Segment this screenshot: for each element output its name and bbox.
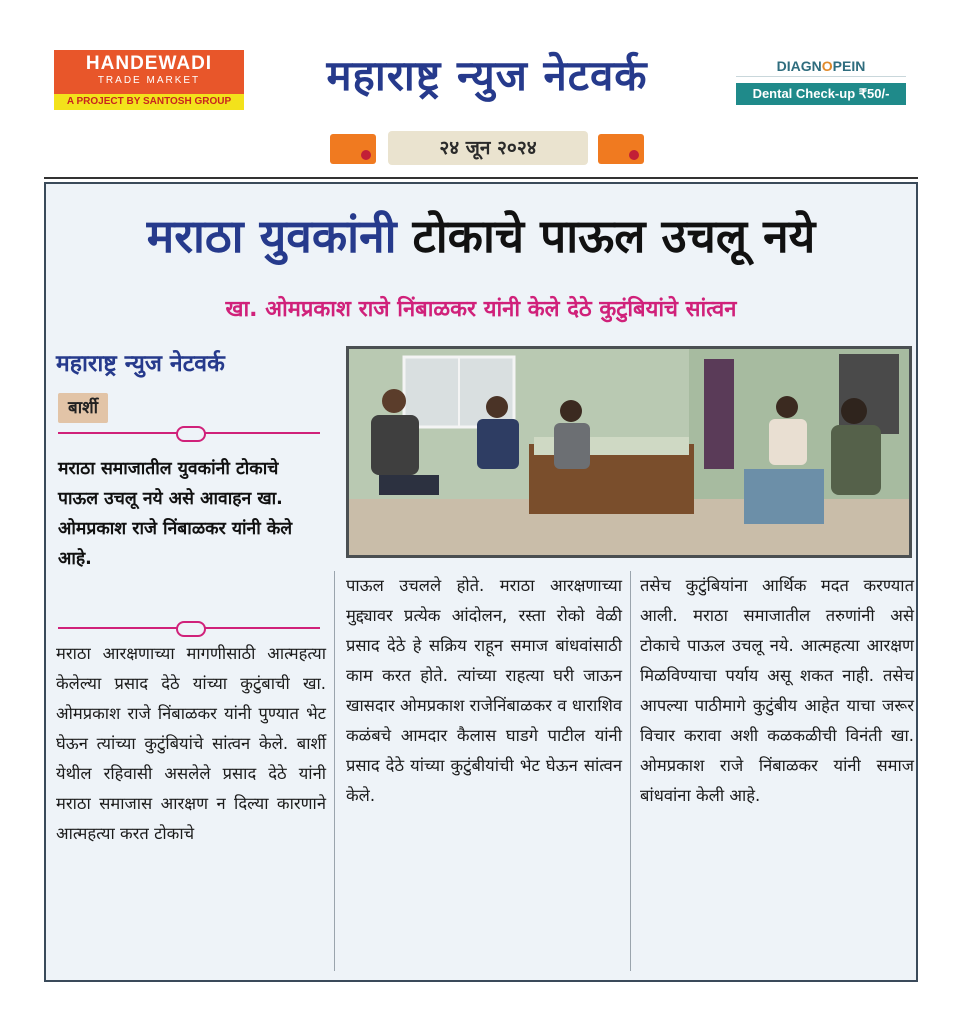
dateline: बार्शी: [58, 393, 108, 423]
column-divider: [630, 571, 631, 971]
mic-logo-icon: [330, 134, 376, 164]
mic-logo-icon: [598, 134, 644, 164]
ad-tagline: A PROJECT BY SANTOSH GROUP: [54, 94, 244, 110]
body-column-2: पाऊल उचलले होते. मराठा आरक्षणाच्या मुद्द्यावर प्रत्येक आंदोलन, रस्ता रोको वेळी प्रसाद देठे हे सक्रिय राहून समाज बांधवांसाठी काम करत होते. त्यांच्या राहत्या घरी जाऊन खासदार ओमप्रकाश राजेनिंबाळकर व धाराशिव कळंबचे आमदार कैलास घाडगे पाटील यांनी प्रसाद देठे यांच्या कुटुंबीयांची भेट घेऊन सांत्वन केले.: [346, 576, 622, 805]
photo-illustration: [349, 349, 909, 555]
handewadi-ad: [54, 50, 244, 112]
subheadline: खा. ओमप्रकाश राजे निंबाळकर यांनी केले देठे कुटुंबियांचे सांत्वन: [225, 297, 737, 322]
ad-brand-name: HANDEWADI: [85, 53, 213, 74]
ad-offer: Dental Check-up ₹50/-: [736, 83, 906, 105]
diagnopein-ad: [736, 56, 906, 108]
masthead-divider: [44, 177, 918, 179]
body-column-3: तसेच कुटुंबियांना आर्थिक मदत करण्यात आली. मराठा समाजातील तरुणांनी असे टोकाचे पाऊल उचलू नये. आत्महत्या आरक्षण मिळविण्याचा पर्याय असू शकत नाही. तसेच आपल्या पाठीमागे कुटुंबीय आहेत याचा जरूर विचार करावा अशी कळकळीची विनंती खा. ओमप्रकाश राजे निंबाळकर यांनी समाज बांधवांना केली आहे.: [640, 576, 914, 805]
issue-date: २४ जून २०२४: [388, 131, 588, 165]
ad-brand-sub: TRADE MARKET: [97, 75, 201, 86]
headline: [52, 194, 910, 278]
headline-part-2: टोकाचे पाऊल उचलू नये: [412, 209, 816, 263]
lead-paragraph: मराठा समाजातील युवकांनी टोकाचे पाऊल उचलू नये असे आवाहन खा. ओमप्रकाश राजे निंबाळकर यांनी केले आहे.: [58, 459, 293, 569]
byline: महाराष्ट्र न्युज नेटवर्क: [56, 351, 225, 377]
article-photo: [346, 346, 912, 558]
ornament-divider: [58, 425, 320, 441]
column-divider: [334, 571, 335, 971]
body-column-1: मराठा आरक्षणाच्या मागणीसाठी आत्महत्या केलेल्या प्रसाद देठे यांच्या कुटुंबाची खा. ओमप्रकाश राजे निंबाळकर यांनी पुण्यात भेट घेऊन त्यांच्या कुटुंबियांचे सांत्वन केले. बार्शी येथील रहिवासी असलेले प्रसाद देठे यांनी मराठा समाजास आरक्षण न दिल्या कारणाने आत्महत्या करत टोकाचे: [56, 644, 326, 843]
ad-brand-logo: DIAGNOPEIN: [736, 56, 906, 77]
ornament-divider: [58, 620, 320, 636]
newspaper-title: महाराष्ट्र न्युज नेटवर्क: [326, 51, 648, 100]
headline-part-1: मराठा युवकांनी: [146, 209, 397, 263]
